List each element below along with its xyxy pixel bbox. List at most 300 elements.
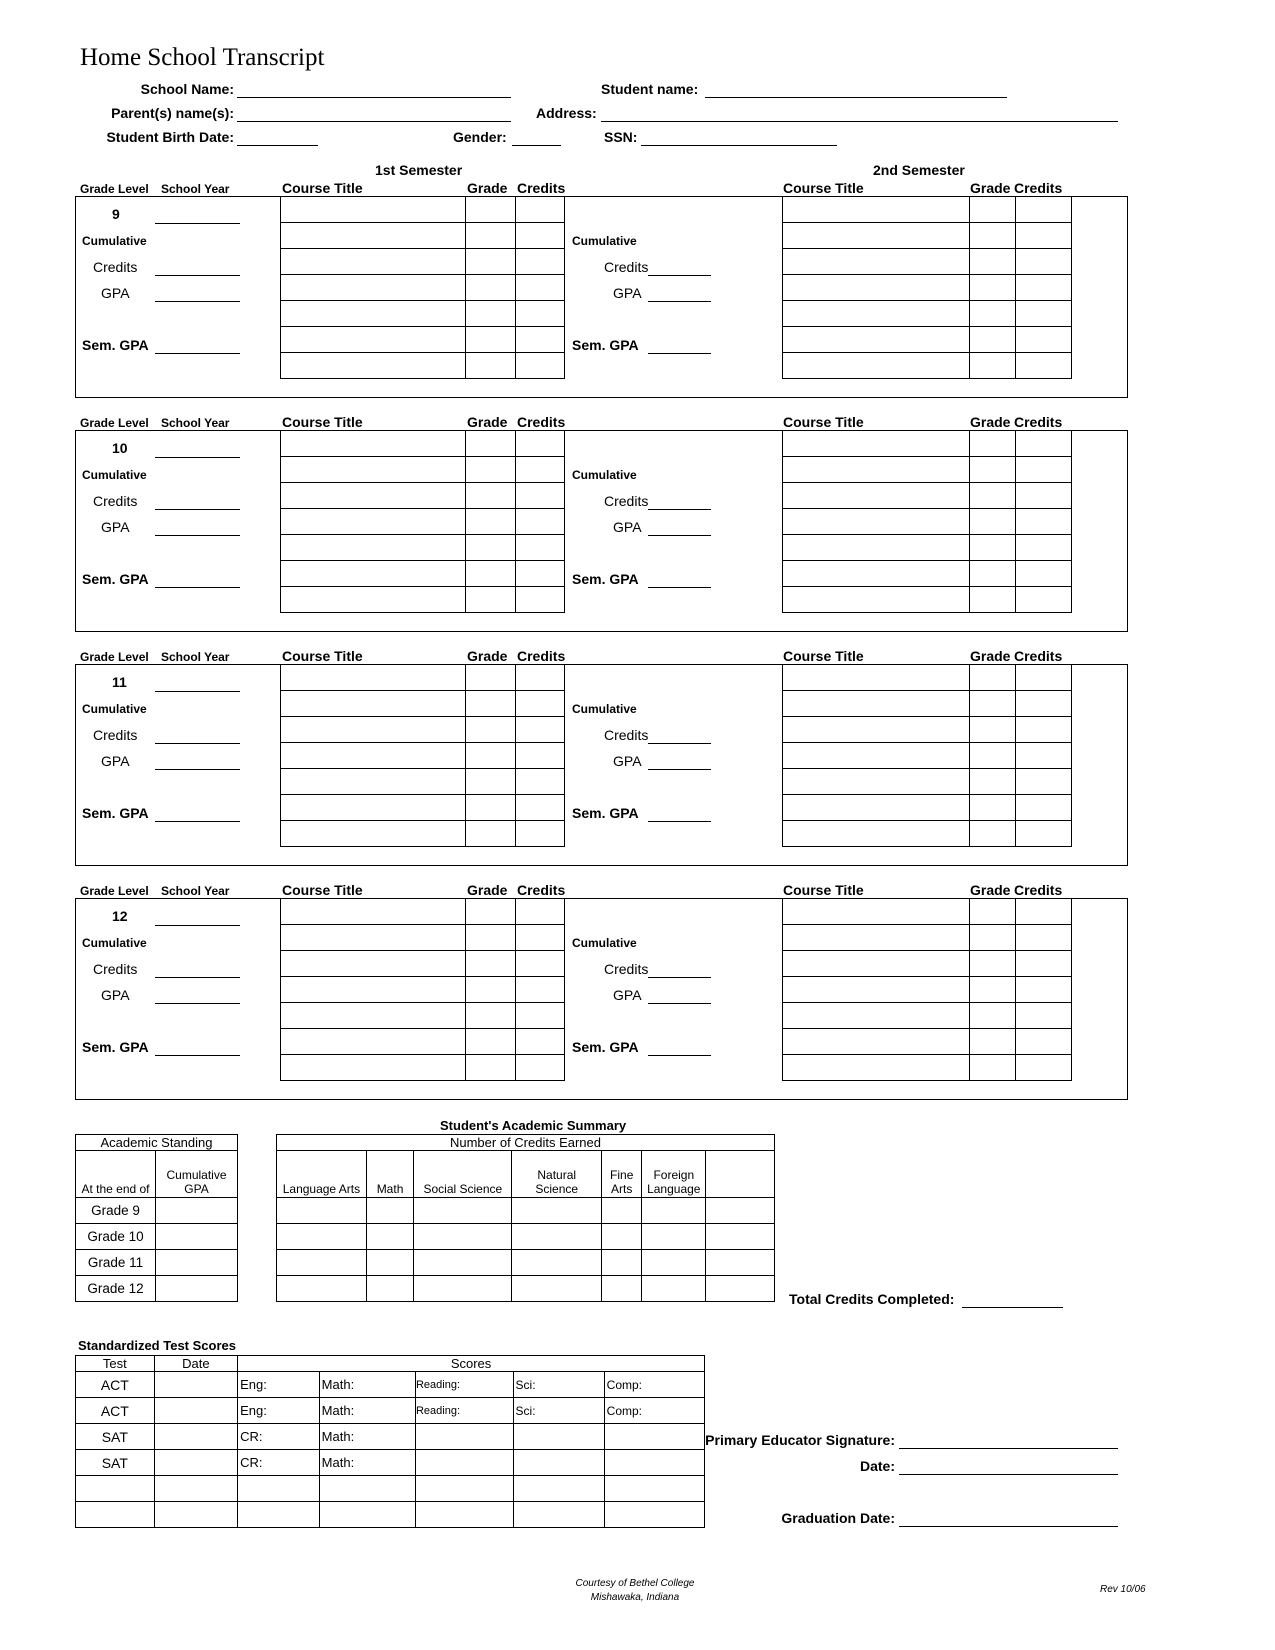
credits-cell[interactable] [1016,717,1072,743]
grade-cell[interactable] [970,457,1016,483]
cumulative-credits-field[interactable] [648,275,711,276]
credits-cell[interactable] [516,769,565,795]
course-title-cell[interactable] [783,795,970,821]
credits-cell[interactable] [1016,665,1072,691]
test-date-cell[interactable] [154,1476,237,1502]
credits-cell[interactable] [1016,457,1072,483]
gpa-cell[interactable] [156,1198,238,1224]
credits-cell[interactable] [512,1224,602,1250]
grade-cell[interactable] [970,509,1016,535]
grade-cell[interactable] [466,431,516,457]
cumulative-gpa-field[interactable] [155,301,240,302]
score-cell[interactable]: Math: [319,1372,415,1398]
credits-cell[interactable] [1016,353,1072,379]
credits-cell[interactable] [1016,561,1072,587]
credits-cell[interactable] [366,1250,413,1276]
grade-cell[interactable] [466,717,516,743]
cumulative-credits-field[interactable] [155,743,240,744]
total-credits-field[interactable] [962,1307,1063,1308]
credits-cell[interactable] [414,1224,512,1250]
grade-cell[interactable] [970,951,1016,977]
score-cell[interactable]: CR: [238,1450,320,1476]
footer-location: Mishawaka, Indiana [590,1592,680,1603]
credits-cell[interactable] [1016,925,1072,951]
credits-cell[interactable] [642,1250,706,1276]
grade-cell[interactable] [970,327,1016,353]
credits-cell[interactable] [414,1198,512,1224]
credits-cell[interactable] [1016,327,1072,353]
course-title-cell[interactable] [281,899,466,925]
credits-cell[interactable] [601,1250,641,1276]
credits-cell[interactable] [1016,1055,1072,1081]
credits-cell[interactable] [277,1250,367,1276]
cumulative-label: Cumulative [572,468,637,482]
test-date-cell[interactable] [154,1424,237,1450]
credits-cell[interactable] [1016,483,1072,509]
test-date-cell[interactable] [154,1398,237,1424]
credits-cell[interactable] [706,1198,775,1224]
credits-cell[interactable] [512,1250,602,1276]
grade-cell[interactable] [466,197,516,223]
course-title-cell[interactable] [281,587,466,613]
course-title-cell[interactable] [281,665,466,691]
grade-cell[interactable] [970,483,1016,509]
credits-cell[interactable] [1016,977,1072,1003]
credits-cell[interactable] [414,1276,512,1302]
score-cell[interactable]: Eng: [238,1372,320,1398]
grade-cell[interactable] [466,951,516,977]
credits-cell[interactable] [366,1276,413,1302]
test-date-cell[interactable] [154,1450,237,1476]
score-cell[interactable] [604,1476,704,1502]
course-row [783,587,1072,613]
grade-cell[interactable] [970,587,1016,613]
course-title-cell[interactable] [783,1055,970,1081]
credits-cell[interactable] [642,1198,706,1224]
grade-level-value: 11 [112,674,127,690]
credits-cell[interactable] [1016,1029,1072,1055]
credits-cell[interactable] [1016,431,1072,457]
credits-cell[interactable] [366,1198,413,1224]
course-title-cell[interactable] [281,1029,466,1055]
score-cell[interactable] [604,1502,704,1528]
course-title-cell[interactable] [783,457,970,483]
course-row [281,223,565,249]
course-title-cell[interactable] [281,509,466,535]
course-title-cell[interactable] [281,197,466,223]
credits-cell[interactable] [1016,535,1072,561]
course-title-cell[interactable] [281,561,466,587]
course-row [783,223,1072,249]
credits-cell[interactable] [516,1055,565,1081]
test-name: ACT [76,1372,155,1398]
grade-cell[interactable] [466,457,516,483]
course-title-cell[interactable] [783,301,970,327]
course-row [783,925,1072,951]
score-cell[interactable] [513,1450,604,1476]
credits-cell[interactable] [1016,509,1072,535]
credits-cell[interactable] [512,1198,602,1224]
test-date-cell[interactable] [154,1502,237,1528]
course-title-cell[interactable] [281,821,466,847]
score-cell[interactable] [415,1424,513,1450]
parents-field[interactable] [237,121,511,122]
credits-cell[interactable] [516,431,565,457]
course-title-cell[interactable] [783,743,970,769]
credits-cell[interactable] [516,535,565,561]
score-cell[interactable] [513,1476,604,1502]
grade-cell[interactable] [466,327,516,353]
credits-cell[interactable] [277,1276,367,1302]
credits-cell[interactable] [516,1003,565,1029]
test-scores-table [75,1355,705,1528]
grade-cell[interactable] [466,353,516,379]
grade-cell[interactable] [970,977,1016,1003]
grade-cell[interactable] [970,223,1016,249]
grade-cell[interactable] [466,535,516,561]
credits-cell[interactable] [516,977,565,1003]
address-field[interactable] [601,121,1118,122]
grade-cell[interactable] [466,821,516,847]
grade-cell[interactable] [466,795,516,821]
course-title-cell[interactable] [783,197,970,223]
cumulative-credits-field[interactable] [155,977,240,978]
course-title-cell[interactable] [783,353,970,379]
educator-signature-field[interactable] [899,1448,1118,1449]
credits-label: Credits [604,259,649,275]
credits-cell[interactable] [516,249,565,275]
credits-cell[interactable] [516,483,565,509]
grade-cell[interactable] [466,665,516,691]
course-title-cell[interactable] [783,223,970,249]
course-title-cell[interactable] [281,249,466,275]
grade-cell[interactable] [466,925,516,951]
grade-cell[interactable] [970,1055,1016,1081]
grade-cell[interactable] [466,275,516,301]
score-cell[interactable]: Eng: [238,1398,320,1424]
grade-cell[interactable] [466,561,516,587]
score-cell[interactable] [513,1424,604,1450]
sem-gpa-field[interactable] [155,587,240,588]
at-end-of-header: At the end of [76,1151,156,1198]
grade-cell[interactable] [466,743,516,769]
cumulative-credits-field[interactable] [648,509,711,510]
cumulative-credits-field[interactable] [648,743,711,744]
birth-date-field[interactable] [237,145,318,146]
grade-cell[interactable] [970,535,1016,561]
sem-gpa-field[interactable] [648,587,711,588]
course-title-cell[interactable] [783,821,970,847]
credits-cell[interactable] [1016,301,1072,327]
grade-cell[interactable] [466,1055,516,1081]
score-cell[interactable]: Reading: [415,1398,513,1424]
course-title-cell[interactable] [783,587,970,613]
signature-date-field[interactable] [899,1474,1118,1475]
grade-cell[interactable] [970,769,1016,795]
course-title-cell[interactable] [783,327,970,353]
course-title-cell[interactable] [783,509,970,535]
sem-gpa-field[interactable] [648,1055,711,1056]
score-cell[interactable] [415,1502,513,1528]
grade-cell[interactable] [466,1003,516,1029]
score-cell[interactable]: Math: [319,1450,415,1476]
course-row [281,327,565,353]
credits-cell[interactable] [1016,275,1072,301]
credits-cell[interactable] [516,691,565,717]
ssn-field[interactable] [641,145,837,146]
course-title-cell[interactable] [783,977,970,1003]
credits-cell[interactable] [516,223,565,249]
course-title-cell[interactable] [281,717,466,743]
score-cell[interactable] [319,1502,415,1528]
gender-field[interactable] [512,145,561,146]
course-title-cell[interactable] [281,691,466,717]
course-title-cell[interactable] [281,977,466,1003]
course-title-cell[interactable] [783,535,970,561]
school-name-field[interactable] [237,97,511,98]
cumulative-gpa-field[interactable] [648,301,711,302]
credits-cell[interactable] [512,1276,602,1302]
course-row [281,769,565,795]
score-cell[interactable]: Comp: [604,1398,704,1424]
sem-gpa-field[interactable] [648,353,711,354]
credits-cell[interactable] [601,1224,641,1250]
grade-cell[interactable] [970,717,1016,743]
sem-gpa-field[interactable] [648,821,711,822]
course-title-cell[interactable] [281,743,466,769]
grade-cell[interactable] [970,665,1016,691]
student-name-field[interactable] [705,97,1007,98]
credits-cell[interactable] [414,1250,512,1276]
credits-cell[interactable] [516,821,565,847]
credits-cell[interactable] [642,1276,706,1302]
grade-cell[interactable] [466,483,516,509]
grade-cell[interactable] [970,431,1016,457]
credits-cell[interactable] [706,1276,775,1302]
course-title-cell[interactable] [783,717,970,743]
grade-cell[interactable] [466,249,516,275]
school-year-header: School Year [161,182,230,196]
grade-cell[interactable] [466,899,516,925]
cumulative-gpa-field[interactable] [648,1003,711,1004]
course-row [281,483,565,509]
grade-cell[interactable] [970,561,1016,587]
credits-cell[interactable] [516,899,565,925]
credits-cell[interactable] [516,301,565,327]
credits-cell[interactable] [516,457,565,483]
score-cell[interactable] [604,1450,704,1476]
credits-cell[interactable] [1016,899,1072,925]
course-title-cell[interactable] [281,925,466,951]
credits-cell[interactable] [516,327,565,353]
credits-cell[interactable] [642,1224,706,1250]
score-cell[interactable] [319,1476,415,1502]
grade-cell[interactable] [970,275,1016,301]
credits-cell[interactable] [601,1276,641,1302]
course-title-cell[interactable] [281,1003,466,1029]
course-title-cell[interactable] [281,951,466,977]
credits-cell[interactable] [516,353,565,379]
score-cell[interactable] [238,1476,320,1502]
credits-cell[interactable] [1016,821,1072,847]
course-title-cell[interactable] [783,925,970,951]
credits-cell[interactable] [516,925,565,951]
score-cell[interactable]: Math: [319,1424,415,1450]
credits-cell[interactable] [1016,743,1072,769]
score-cell[interactable] [513,1502,604,1528]
school-year-field[interactable] [155,691,240,692]
credits-cell[interactable] [277,1198,367,1224]
course-title-cell[interactable] [281,795,466,821]
course-title-cell[interactable] [281,275,466,301]
cumulative-credits-field[interactable] [155,509,240,510]
course-title-cell[interactable] [281,327,466,353]
credits-cell[interactable] [277,1224,367,1250]
grade-cell[interactable] [970,743,1016,769]
course-title-cell[interactable] [783,561,970,587]
course-title-cell[interactable] [783,275,970,301]
academic-summary-title: Student's Academic Summary [440,1118,627,1133]
grade-cell[interactable] [970,821,1016,847]
credits-cell[interactable] [516,275,565,301]
grade-cell[interactable] [970,899,1016,925]
grade-cell[interactable] [466,977,516,1003]
credits-cell[interactable] [1016,223,1072,249]
course-title-cell[interactable] [783,665,970,691]
credits-cell[interactable] [366,1224,413,1250]
course-title-cell[interactable] [281,223,466,249]
cumulative-gpa-field[interactable] [155,769,240,770]
credits-cell[interactable] [1016,769,1072,795]
cumulative-gpa-field[interactable] [155,1003,240,1004]
credits-label: Credits [93,961,138,977]
score-cell[interactable]: Reading: [415,1372,513,1398]
gpa-cell[interactable] [156,1250,238,1276]
credits-cell[interactable] [1016,249,1072,275]
credits-header: Credits [517,414,566,430]
credits-earned-table [276,1134,775,1302]
course-title-cell[interactable] [783,899,970,925]
course-title-cell[interactable] [281,769,466,795]
credits-cell[interactable] [516,795,565,821]
cumulative-credits-field[interactable] [648,977,711,978]
course-title-cell[interactable] [281,353,466,379]
credits-cell[interactable] [516,665,565,691]
credits-cell[interactable] [1016,1003,1072,1029]
grade-cell[interactable] [970,197,1016,223]
credits-cell[interactable] [601,1198,641,1224]
credits-cell[interactable] [516,561,565,587]
course-title-cell[interactable] [783,691,970,717]
score-cell[interactable]: Sci: [513,1398,604,1424]
grade-cell[interactable] [466,223,516,249]
sem-gpa-field[interactable] [155,821,240,822]
cumulative-gpa-field[interactable] [648,769,711,770]
grade-cell[interactable] [466,587,516,613]
course-title-cell[interactable] [281,457,466,483]
score-cell[interactable]: Sci: [513,1372,604,1398]
course-title-cell[interactable] [281,301,466,327]
test-date-cell[interactable] [154,1372,237,1398]
credits-cell[interactable] [706,1250,775,1276]
credits-cell[interactable] [516,197,565,223]
credits-cell[interactable] [1016,587,1072,613]
course-title-cell[interactable] [281,1055,466,1081]
score-cell[interactable]: Comp: [604,1372,704,1398]
credits-cell[interactable] [1016,691,1072,717]
cumulative-gpa-field[interactable] [155,535,240,536]
gpa-cell[interactable] [156,1276,238,1302]
credits-header: Credits [517,648,566,664]
score-cell[interactable]: Math: [319,1398,415,1424]
gpa-cell[interactable] [156,1224,238,1250]
grade-cell[interactable] [466,691,516,717]
cumulative-gpa-field[interactable] [648,535,711,536]
course-title-cell[interactable] [281,431,466,457]
credits-cell[interactable] [516,743,565,769]
grade-cell[interactable] [970,925,1016,951]
course-title-cell[interactable] [783,249,970,275]
school-year-field[interactable] [155,457,240,458]
graduation-date-field[interactable] [899,1526,1118,1527]
credits-cell[interactable] [516,587,565,613]
grade-cell[interactable] [466,509,516,535]
course-title-cell[interactable] [783,431,970,457]
cumulative-credits-field[interactable] [155,275,240,276]
credits-label: Credits [604,727,649,743]
score-cell[interactable] [415,1450,513,1476]
school-year-field[interactable] [155,925,240,926]
grade-cell[interactable] [466,301,516,327]
grade-header: Grade [970,180,1011,196]
course-title-cell[interactable] [281,535,466,561]
course-title-cell[interactable] [783,1029,970,1055]
grade-cell[interactable] [970,1029,1016,1055]
credits-cell[interactable] [1016,795,1072,821]
grade-cell[interactable] [970,249,1016,275]
credits-cell[interactable] [516,717,565,743]
grade-header: Grade [970,414,1011,430]
credits-cell[interactable] [1016,951,1072,977]
grade-cell[interactable] [970,353,1016,379]
score-cell[interactable] [238,1502,320,1528]
grade-cell[interactable] [466,769,516,795]
course-title-cell[interactable] [783,483,970,509]
course-title-cell[interactable] [783,1003,970,1029]
cumulative-label: Cumulative [82,702,147,716]
credits-cell[interactable] [516,1029,565,1055]
credits-cell[interactable] [1016,197,1072,223]
credits-cell[interactable] [706,1224,775,1250]
grade-cell[interactable] [970,1003,1016,1029]
score-cell[interactable] [415,1476,513,1502]
sem-gpa-field[interactable] [155,353,240,354]
credits-cell[interactable] [516,951,565,977]
course-title-cell[interactable] [783,951,970,977]
credits-row [277,1224,775,1250]
course-title-cell[interactable] [783,769,970,795]
score-cell[interactable]: CR: [238,1424,320,1450]
sem-gpa-field[interactable] [155,1055,240,1056]
course-title-cell[interactable] [281,483,466,509]
grade-cell[interactable] [970,691,1016,717]
grade-cell[interactable] [970,301,1016,327]
credits-cell[interactable] [516,509,565,535]
course-row [783,197,1072,223]
school-year-field[interactable] [155,223,240,224]
grade-cell[interactable] [970,795,1016,821]
grade-cell[interactable] [466,1029,516,1055]
